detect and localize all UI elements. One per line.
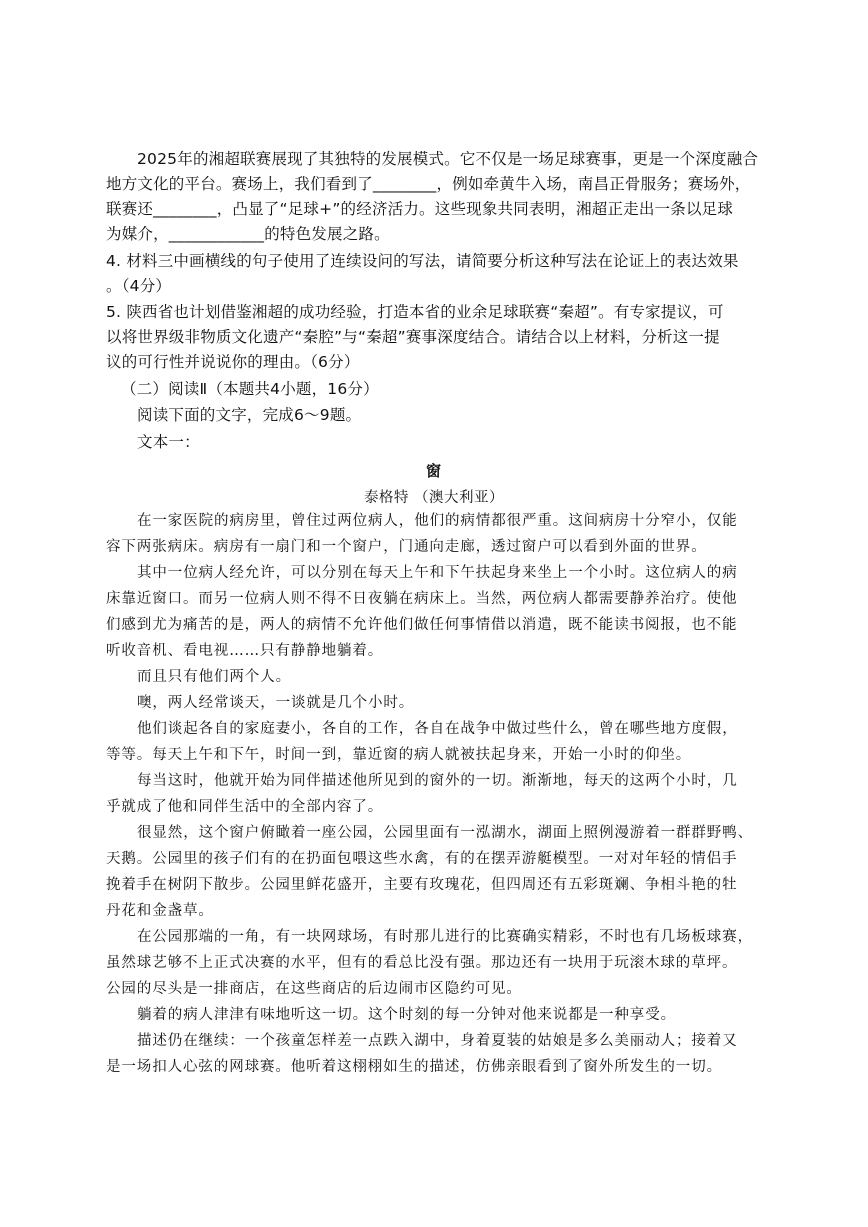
story-line: 丹花和金盏草。 bbox=[106, 903, 214, 919]
story-line: 很显然，这个窗户俯瞰着一座公园，公园里面有一泓湖水，湖面上照例漫游着一群群野鸭、 bbox=[137, 825, 753, 841]
paragraph-line: 联赛还________，凸显了“足球+”的经济活力。这些现象共同表明，湘超正走出一条以足球 bbox=[106, 200, 734, 218]
story-line: 们感到尤为痛苦的是，两人的病情不允许他们做任何事情借以消遣，既不能读书阅报，也不能 bbox=[106, 617, 738, 633]
story-line: 在一家医院的病房里，曾住过两位病人，他们的病情都很严重。这间病房十分窄小，仅能 bbox=[137, 513, 738, 529]
story-line: 他们谈起各自的家庭妻小，各自的工作，各自在战争中做过些什么，曾在哪些地方度假， bbox=[137, 721, 738, 737]
story-line: 躺着的病人津津有味地听这一切。这个时刻的每一分钟对他来说都是一种享受。 bbox=[137, 1007, 676, 1023]
story-line: 其中一位病人经允许，可以分别在每天上午和下午扶起身来坐上一个小时。这位病人的病 bbox=[137, 565, 738, 581]
story-line: 听收音机、看电视……只有静静地躺着。 bbox=[106, 643, 384, 659]
story-line: 等等。每天上午和下午，时间一到，靠近窗的病人就被扶起身来，开始一小时的仰坐。 bbox=[106, 747, 692, 763]
story-line: 容下两张病床。病房有一扇门和一个窗户，门通向走廊，透过窗户可以看到外面的世界。 bbox=[106, 539, 707, 555]
story-line: 每当这时，他就开始为同伴描述他所见到的窗外的一切。渐渐地，每天的这两个小时，几 bbox=[137, 773, 738, 789]
story-author: 泰格特 （澳大利亚） bbox=[363, 490, 505, 506]
story-title: 窗 bbox=[426, 462, 442, 480]
story-line: 乎就成了他和同伴生活中的全部内容了。 bbox=[106, 799, 384, 815]
instruction-line: 阅读下面的文字，完成6～9题。 bbox=[137, 406, 362, 424]
story-line: 挽着手在树阴下散步。公园里鲜花盛开，主要有玫瑰花，但四周还有五彩斑斓、争相斗艳的牡 bbox=[106, 877, 738, 893]
story-line: 虽然球艺够不上正式决赛的水平，但有的看总比没有强。那边还有一块用于玩滚木球的草坪。 bbox=[106, 955, 738, 971]
story-line: 噢，两人经常谈天，一谈就是几个小时。 bbox=[137, 695, 415, 711]
story-line: 在公园那端的一角，有一块网球场，有时那儿进行的比赛确实精彩，不时也有几场板球赛， bbox=[137, 929, 753, 945]
story-line: 描述仍在继续：一个孩童怎样差一点跌入湖中，身着夏装的姑娘是多么美丽动人；接着又 bbox=[137, 1033, 738, 1049]
story-line: 天鹅。公园里的孩子们有的在扔面包喂这些水禽，有的在摆弄游艇模型。一对对年轻的情侣手 bbox=[106, 851, 738, 867]
question-5-line: 以将世界级非物质文化遗产“秦腔”与“秦超”赛事深度结合。请结合以上材料，分析这一提 bbox=[106, 328, 720, 346]
paragraph-line: 2025年的湘超联赛展现了其独特的发展模式。它不仅是一场足球赛事，更是一个深度融合 bbox=[137, 150, 759, 168]
question-5-line: 5. 陕西省也计划借鉴湘超的成功经验，打造本省的业余足球联赛“秦超”。有专家提议，可 bbox=[106, 303, 724, 321]
story-line: 是一场扣人心弦的网球赛。他听着这栩栩如生的描述，仿佛亲眼看到了窗外所发生的一切。 bbox=[106, 1059, 722, 1075]
section-heading: （二）阅读Ⅱ（本题共4小题，16分） bbox=[121, 380, 379, 398]
paragraph-line: 地方文化的平台。赛场上，我们看到了________，例如牵黄牛入场，南昌正骨服务；赛场外， bbox=[106, 175, 751, 193]
story-line: 床靠近窗口。而另一位病人则不得不日夜躺在病床上。当然，两位病人都需要静养治疗。使他 bbox=[106, 591, 738, 607]
question-4-line: 。（4分） bbox=[106, 277, 172, 295]
text-label: 文本一： bbox=[137, 433, 200, 451]
story-line: 而且只有他们两个人。 bbox=[137, 669, 291, 685]
question-5-line: 议的可行性并说说你的理由。（6分） bbox=[106, 353, 360, 371]
question-4-line: 4. 材料三中画横线的句子使用了连续设问的写法，请简要分析这种写法在论证上的表达效果 bbox=[106, 252, 739, 270]
paragraph-line: 为媒介，____________的特色发展之路。 bbox=[106, 225, 390, 243]
story-line: 公园的尽头是一排商店，在这些商店的后边闹市区隐约可见。 bbox=[106, 981, 522, 997]
